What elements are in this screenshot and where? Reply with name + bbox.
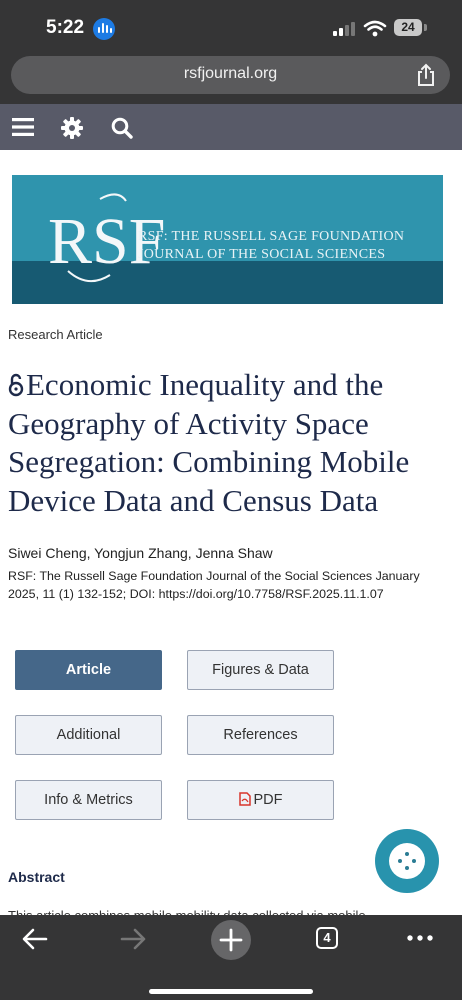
gear-icon[interactable] <box>61 117 83 139</box>
home-indicator <box>149 989 313 994</box>
tab-additional[interactable]: Additional <box>15 715 162 755</box>
new-tab-icon[interactable] <box>211 920 251 960</box>
back-icon[interactable] <box>22 928 48 950</box>
tab-pdf[interactable] <box>187 780 334 820</box>
tab-article[interactable]: Article <box>15 650 162 690</box>
banner-title-line2: JOURNAL OF THE SOCIAL SCIENCES <box>138 247 386 262</box>
url-text: rsfjournal.org <box>183 65 278 82</box>
chat-button[interactable] <box>375 829 439 893</box>
more-icon[interactable] <box>407 935 433 941</box>
status-time: 5:22 <box>46 17 85 38</box>
abstract-heading: Abstract <box>8 869 65 885</box>
tab-info-metrics[interactable]: Info & Metrics <box>15 780 162 820</box>
tab-figures-data[interactable]: Figures & Data <box>187 650 334 690</box>
banner-title-line1: RSF: THE RUSSELL SAGE FOUNDATION <box>138 229 405 244</box>
search-icon[interactable] <box>111 117 133 139</box>
status-bar <box>0 0 462 56</box>
article-title-text: Economic Inequality and the Geography of Activity Space Segregation: Combining Mobile Device Data and Census Data <box>8 367 410 518</box>
journal-banner[interactable] <box>12 175 443 304</box>
open-access-icon <box>8 373 24 397</box>
share-icon[interactable] <box>416 63 436 87</box>
chat-icon <box>389 843 425 879</box>
address-bar-area <box>0 56 462 104</box>
pdf-icon <box>239 792 251 806</box>
site-nav-bar <box>0 104 462 150</box>
menu-icon[interactable] <box>12 118 34 136</box>
tab-pdf-label: PDF <box>253 792 283 808</box>
battery-indicator: 24 <box>394 19 422 36</box>
rsf-logo <box>48 189 166 289</box>
wifi-icon <box>364 20 386 37</box>
rsf-logo-text: RSF <box>48 205 166 278</box>
article-type-label: Research Article <box>8 327 103 342</box>
article-citation: RSF: The Russell Sage Foundation Journal of the Social Sciences January 2025, 11 (1) 132-152; DOI: https://doi.org/10.7758/RSF.2025.11.1.07 <box>8 569 420 601</box>
audio-indicator-icon <box>93 18 115 40</box>
article-authors[interactable]: Siwei Cheng, Yongjun Zhang, Jenna Shaw <box>8 545 273 561</box>
article-title <box>8 366 448 520</box>
tab-references[interactable]: References <box>187 715 334 755</box>
tabs-count-button[interactable]: 4 <box>316 927 338 949</box>
forward-icon[interactable] <box>120 928 146 950</box>
browser-toolbar <box>0 915 462 1000</box>
cellular-signal-icon <box>333 22 355 36</box>
battery-tip <box>424 24 427 31</box>
address-bar[interactable] <box>11 56 450 94</box>
